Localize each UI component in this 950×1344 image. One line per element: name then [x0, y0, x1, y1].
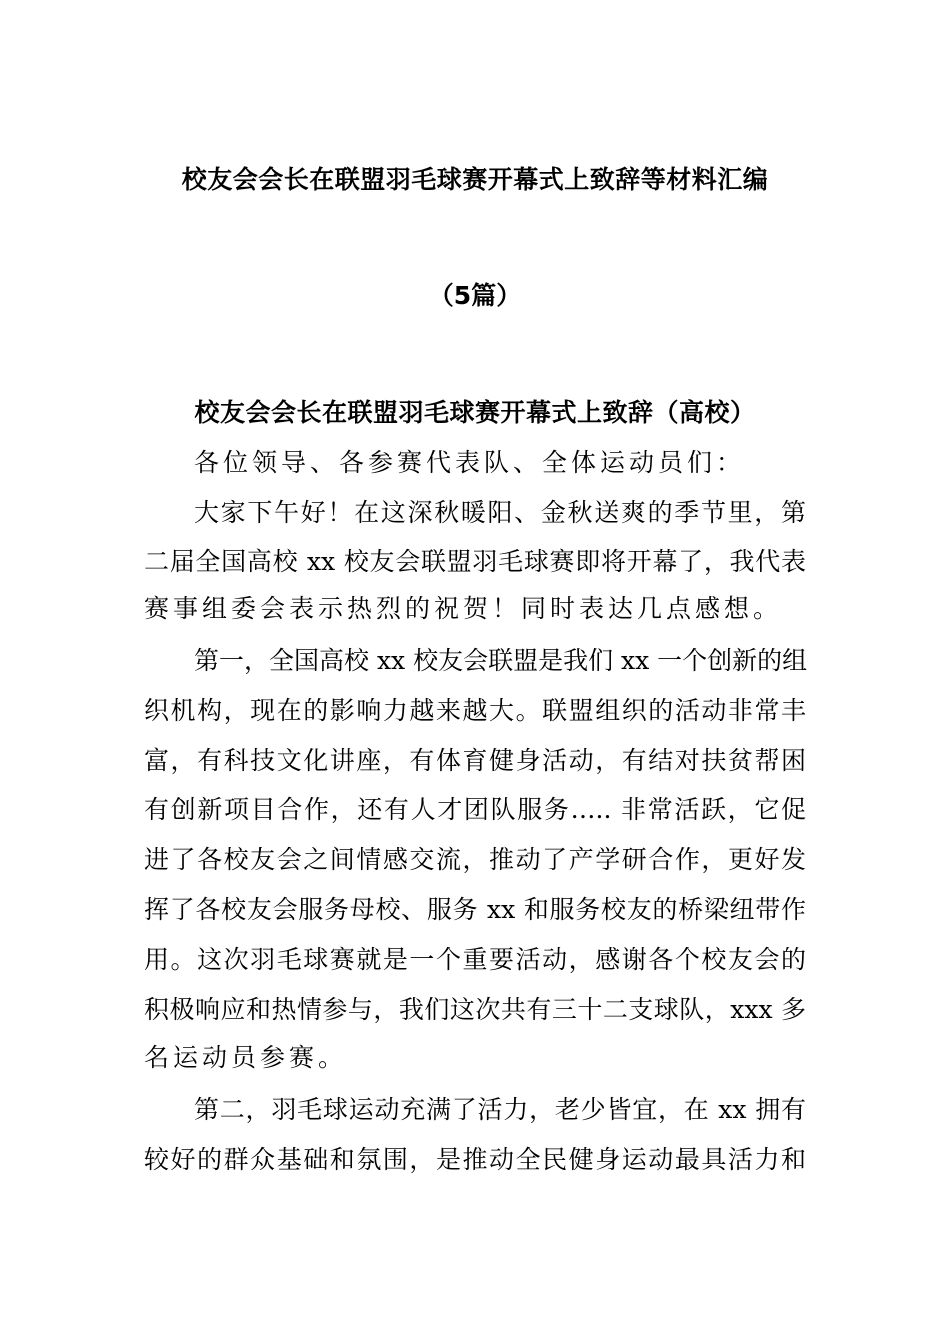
paragraph-2-line-2: 织机构，现在的影响力越来越大。联盟组织的活动非常丰	[144, 696, 806, 725]
paragraph-1-line-3: 赛事组委会表示热烈的祝贺！同时表达几点感想。	[144, 594, 783, 623]
paragraph-3-line-2: 较好的群众基础和氛围，是推动全民健身运动最具活力和	[144, 1145, 806, 1174]
paragraph-2-line-7: 用。这次羽毛球赛就是一个重要活动，感谢各个校友会的	[144, 945, 806, 974]
salutation: 各位领导、各参赛代表队、全体运动员们：	[194, 448, 746, 477]
paragraph-2-line-4: 有创新项目合作，还有人才团队服务….. 非常活跃，它促	[144, 795, 806, 824]
paragraph-3-line-1: 第二，羽毛球运动充满了活力，老少皆宜，在 xx 拥有	[194, 1095, 806, 1124]
paragraph-2-line-1: 第一，全国高校 xx 校友会联盟是我们 xx 一个创新的组	[194, 646, 808, 675]
paragraph-2-line-6: 挥了各校友会服务母校、服务 xx 和服务校友的桥梁纽带作	[144, 895, 806, 924]
paragraph-2-line-8: 积极响应和热情参与，我们这次共有三十二支球队，xxx 多	[144, 995, 806, 1024]
paragraph-1-line-1: 大家下午好！在这深秋暖阳、金秋送爽的季节里，第	[194, 498, 806, 527]
paragraph-2-line-9: 名运动员参赛。	[144, 1043, 348, 1072]
section-heading: 校友会会长在联盟羽毛球赛开幕式上致辞（高校）	[194, 398, 756, 427]
document-count: （5篇）	[428, 281, 522, 310]
document-title: 校友会会长在联盟羽毛球赛开幕式上致辞等材料汇编	[181, 165, 769, 194]
paragraph-2-line-3: 富，有科技文化讲座，有体育健身活动，有结对扶贫帮困	[144, 746, 806, 775]
paragraph-1-line-2: 二届全国高校 xx 校友会联盟羽毛球赛即将开幕了，我代表	[144, 547, 806, 576]
paragraph-2-line-5: 进了各校友会之间情感交流，推动了产学研合作，更好发	[144, 845, 806, 874]
